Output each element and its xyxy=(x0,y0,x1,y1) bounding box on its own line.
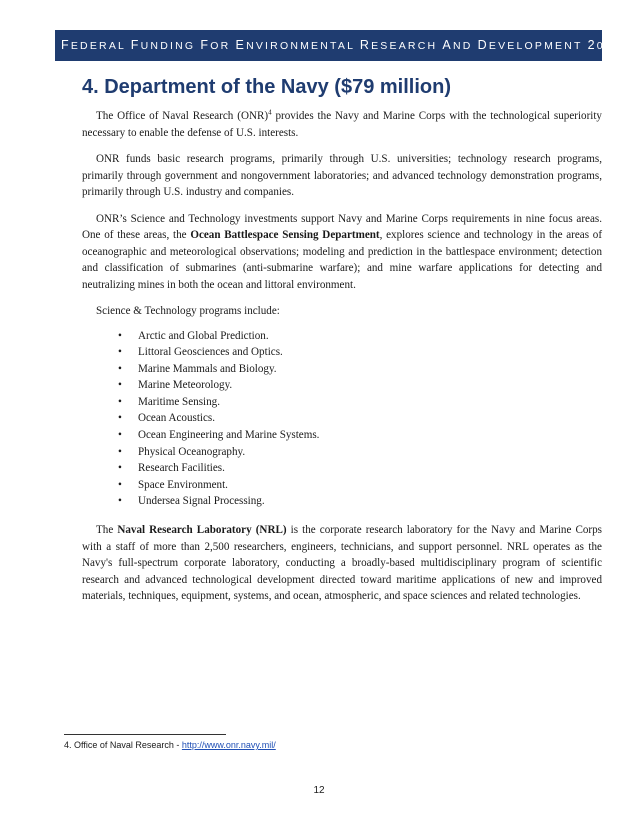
paragraph-onr-funding: ONR funds basic research programs, primarily through U.S. universities; technology research programs, primarily through government and nongovernment laboratories; and advanced technology demonstration programs, primarily through U.S. industry and companies. xyxy=(82,153,602,198)
bold-ocean-battlespace: Ocean Battlespace Sensing Department xyxy=(190,229,380,241)
list-item: • Ocean Acoustics. xyxy=(118,410,602,427)
bullet-icon: • xyxy=(118,412,122,425)
footnote: 4. Office of Naval Research - http://www.onr.navy.mil/ xyxy=(64,740,276,750)
bullet-icon: • xyxy=(118,362,122,375)
paragraph-nrl: The Naval Research Laboratory (NRL) is the corporate research laboratory for the Navy and Marine Corps with a staff of more than 2,500 researchers, engineers, technicians, and support personnel. NRL operates as the Navy's full-spectrum corporate laboratory, conducting a broadly-based multidisciplinary program of scientific research and advanced technological development directed toward maritime applications of new and improved materials, techniques, equipment, systems, and ocean, atmospheric, and space sciences and related technologies. xyxy=(82,524,602,603)
programs-list xyxy=(82,328,602,511)
section-body xyxy=(82,108,602,615)
page-number: 12 xyxy=(313,785,325,796)
list-item: • Research Facilities. xyxy=(118,460,602,477)
bullet-icon: • xyxy=(118,329,122,342)
banner-title: FEDERAL FUNDING FOR ENVIRONMENTAL RESEARCH AND DEVELOPMENT 2014 xyxy=(61,38,621,52)
bullet-icon: • xyxy=(118,395,122,408)
list-item: • Arctic and Global Prediction. xyxy=(118,328,602,345)
list-item: • Physical Oceanography. xyxy=(118,444,602,461)
bold-nrl: Naval Research Laboratory (NRL) xyxy=(117,524,287,537)
onr-link[interactable]: http://www.onr.navy.mil/ xyxy=(181,740,276,750)
bullet-icon: • xyxy=(118,429,122,442)
list-item: • Undersea Signal Processing. xyxy=(118,493,602,510)
list-item: • Littoral Geosciences and Optics. xyxy=(118,344,602,361)
bullet-icon: • xyxy=(118,379,122,392)
paragraph-onr-intro: The Office of Naval Research (ONR)$^4$ provides the Navy and Marine Corps with the technological superiority necessary to enable the defense of U.S. interests. xyxy=(82,108,602,139)
bullet-icon: • xyxy=(118,478,122,491)
footnote-divider xyxy=(64,734,226,735)
bullet-icon: • xyxy=(118,495,122,508)
bullet-icon: • xyxy=(118,445,122,458)
bullet-icon: • xyxy=(118,462,122,475)
footnote-ref[interactable]: 4 xyxy=(268,108,272,117)
paragraph-focus-areas: ONR’s Science and Technology investments support Navy and Marine Corps requirements in nine focus areas. One of these areas, the Ocean Battlespace Sensing Department, explores science and technology in the areas of oceanographic and meteorological observations; modeling and prediction in the battlespace environment; detection and classification of submarines (anti-submarine warfare); and mine warfare applications for detecting and neutralizing mines in both the ocean and littoral environment. xyxy=(82,212,603,291)
list-item: • Space Environment. xyxy=(118,477,602,494)
bullet-icon: • xyxy=(118,346,122,359)
section-heading: 4. Department of the Navy ($79 million) xyxy=(82,76,451,98)
list-item: • Ocean Engineering and Marine Systems. xyxy=(118,427,602,444)
header-banner xyxy=(55,30,621,61)
programs-intro: Science & Technology programs include: xyxy=(96,305,280,317)
list-item: • Marine Meteorology. xyxy=(118,377,602,394)
list-item: • Marine Mammals and Biology. xyxy=(118,361,602,378)
list-item: • Maritime Sensing. xyxy=(118,394,602,411)
